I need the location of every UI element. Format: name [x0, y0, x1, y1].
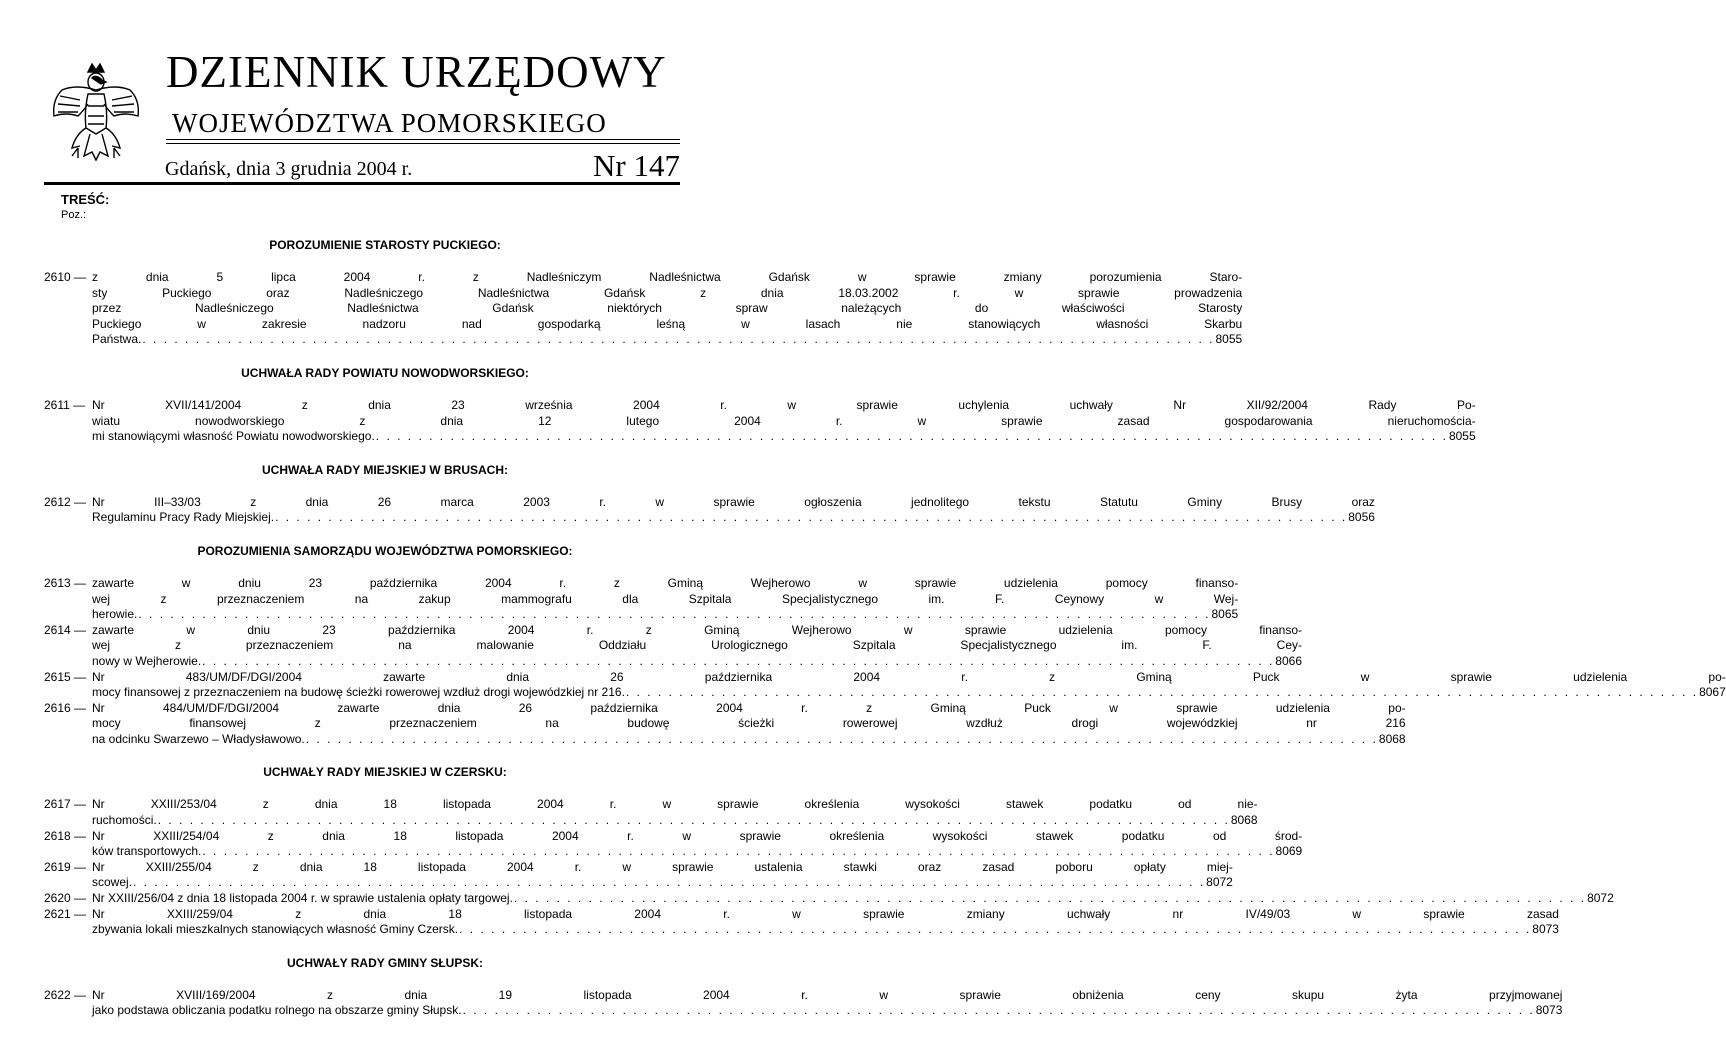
section-spacer — [44, 757, 680, 765]
entry-line: Nr 484/UM/DF/DGI/2004 zawarte dnia 26 października 2004 r. z Gminą Puck w sprawie udzielenia po- — [92, 700, 1406, 715]
entry-position-number: 2615 — — [44, 669, 87, 684]
entry-description — [92, 670, 1726, 701]
entry-line-text: herowie. — [92, 607, 138, 622]
entry-last-line — [92, 875, 1233, 891]
section-heading: UCHWAŁY RADY GMINY SŁUPSK: — [286, 955, 484, 970]
entry-line: Puckiego w zakresie nadzoru nad gospodarką leśną w lasach nie stanowiących własności Skarbu — [92, 316, 1243, 331]
entry-line: Nr 483/UM/DF/DGI/2004 zawarte dnia 26 października 2004 r. z Gminą Puck w sprawie udzielenia po- — [92, 669, 1726, 684]
entry-description — [92, 907, 1559, 938]
entry-page-number: 8067 — [1699, 685, 1726, 700]
entry-line: wiatu nowodworskiego z dnia 12 lutego 2004 r. w sprawie zasad gospodarowania nieruchomościa- — [92, 413, 1476, 428]
toc-entry[interactable] — [44, 494, 1375, 526]
entry-last-line — [92, 732, 1406, 748]
dot-leader: . . . . . . . . . . . . . . . . . . . . . . . . . . . . . . . . . . . . . . . . . . . . . . . . . . . . . . . . . . . . . . . . . . . . . . . . . . . . . . . . . . . . . . . . . . . . . . . . . . . . . — [375, 429, 1448, 444]
entry-page-number: 8065 — [1211, 607, 1239, 622]
toc-entry[interactable] — [44, 669, 1726, 701]
entry-position-number: 2610 — — [44, 270, 87, 284]
entry-description — [92, 270, 1242, 348]
entry-page-number: 8073 — [1532, 922, 1559, 937]
entry-line-text: Regulaminu Pracy Rady Miejskiej. — [92, 510, 275, 525]
entry-position-number: 2611 — — [44, 397, 86, 412]
entry-last-line — [92, 1003, 1562, 1019]
dot-leader: . . . . . . . . . . . . . . . . . . . . . . . . . . . . . . . . . . . . . . . . . . . . . . . . . . . . . . . . . . . . . . . . . . . . . . . . . . . . . . . . . . . . . . . . . . . . . . . . . . . . . — [305, 731, 1378, 746]
entry-line-text: na odcinku Swarzewo – Władysławowo. — [92, 731, 305, 746]
toc-entry[interactable] — [44, 622, 1302, 670]
entry-line: z dnia 5 lipca 2004 r. z Nadleśniczym Nadleśnictwa Gdańsk w sprawie zmiany porozumienia Staro- — [92, 270, 1243, 284]
dot-leader: . . . . . . . . . . . . . . . . . . . . . . . . . . . . . . . . . . . . . . . . . . . . . . . . . . . . . . . . . . . . . . . . . . . . . . . . . . . . . . . . . . . . . . . . . . . . . . . . . . . . . — [462, 1003, 1535, 1018]
entry-line-text: Państwa. — [92, 332, 142, 347]
dot-leader: . . . . . . . . . . . . . . . . . . . . . . . . . . . . . . . . . . . . . . . . . . . . . . . . . . . . . . . . . . . . . . . . . . . . . . . . . . . . . . . . . . . . . . . . . . . . . . . . . . . . . — [157, 813, 1230, 828]
entry-page-number: 8072 — [1587, 891, 1614, 906]
entry-page-number: 8055 — [1448, 429, 1476, 444]
entry-line-text: ków transportowych. — [92, 844, 202, 859]
entry-line: Nr XVII/141/2004 z dnia 23 września 2004 r. w sprawie uchylenia uchwały Nr XII/92/2004 Rady Po- — [92, 397, 1476, 412]
dot-leader: . . . . . . . . . . . . . . . . . . . . . . . . . . . . . . . . . . . . . . . . . . . . . . . . . . . . . . . . . . . . . . . . . . . . . . . . . . . . . . . . . . . . . . . . . . . . . . . . . . . . . — [625, 685, 1699, 700]
journal-subtitle: WOJEWÓDZTWA POMORSKIEGO — [172, 108, 607, 138]
table-of-contents — [44, 238, 1726, 1037]
toc-section — [44, 238, 1243, 348]
entry-last-line — [92, 813, 1258, 829]
entry-description — [92, 829, 1302, 860]
dot-leader: . . . . . . . . . . . . . . . . . . . . . . . . . . . . . . . . . . . . . . . . . . . . . . . . . . . . . . . . . . . . . . . . . . . . . . . . . . . . . . . . . . . . . . . . . . . . . . . . . . . . . — [142, 332, 1215, 347]
dot-leader: . . . . . . . . . . . . . . . . . . . . . . . . . . . . . . . . . . . . . . . . . . . . . . . . . . . . . . . . . . . . . . . . . . . . . . . . . . . . . . . . . . . . . . . . . . . . . . . . . . . . . — [275, 510, 1348, 525]
entry-page-number: 8073 — [1535, 1003, 1563, 1018]
section-spacer — [44, 455, 680, 463]
entry-description — [92, 891, 1614, 907]
toc-entry[interactable] — [44, 797, 1258, 828]
entry-line-text: mi stanowiącymi własność Powiatu nowodworskiego. — [92, 429, 375, 444]
toc-entry[interactable] — [44, 575, 1239, 623]
entry-page-number: 8056 — [1348, 510, 1375, 525]
entry-line-text: ruchomości. — [92, 813, 157, 828]
entry-line-text: zbywania lokali mieszkalnych stanowiących własność Gminy Czersk. — [92, 922, 459, 937]
entry-last-line — [92, 429, 1476, 445]
entry-position-number: 2616 — — [44, 700, 87, 715]
toc-entry[interactable] — [44, 270, 1243, 348]
entry-description — [92, 860, 1233, 891]
entry-last-line — [92, 891, 1614, 907]
entry-description — [92, 988, 1562, 1019]
entry-description — [92, 495, 1375, 526]
entry-description — [92, 576, 1238, 623]
dot-leader: . . . . . . . . . . . . . . . . . . . . . . . . . . . . . . . . . . . . . . . . . . . . . . . . . . . . . . . . . . . . . . . . . . . . . . . . . . . . . . . . . . . . . . . . . . . . . . . . . . . . . — [133, 875, 1206, 890]
entry-line: przez Nadleśniczego Nadleśnictwa Gdańsk niektórych spraw należących do właściwości Starosty — [92, 301, 1243, 316]
entry-page-number: 8072 — [1206, 875, 1233, 890]
section-heading: POROZUMIENIE STAROSTY PUCKIEGO: — [269, 238, 501, 252]
section-heading: POROZUMIENIA SAMORZĄDU WOJEWÓDZTWA POMORSKIEGO: — [197, 543, 573, 558]
toc-section — [44, 365, 1476, 445]
dot-leader: . . . . . . . . . . . . . . . . . . . . . . . . . . . . . . . . . . . . . . . . . . . . . . . . . . . . . . . . . . . . . . . . . . . . . . . . . . . . . . . . . . . . . . . . . . . . . . . . . . . . . — [202, 653, 1275, 668]
entry-line: Nr III–33/03 z dnia 26 marca 2003 r. w sprawie ogłoszenia jednolitego tekstu Statutu Gminy Brusy oraz — [92, 494, 1375, 509]
entry-line-text: mocy finansowej z przeznaczeniem na budowę ścieżki rowerowej wzdłuż drogi wojewódzkiej nr 216. — [92, 685, 625, 700]
toc-entry[interactable] — [44, 828, 1303, 860]
section-heading: UCHWAŁA RADY POWIATU NOWODWORSKIEGO: — [241, 365, 529, 380]
section-spacer — [44, 536, 680, 544]
entry-position-number: 2614 — — [44, 622, 87, 637]
entry-last-line — [92, 922, 1559, 938]
entry-line: Nr XXIII/254/04 z dnia 18 listopada 2004 r. w sprawie określenia wysokości stawek podatku od środ- — [92, 828, 1303, 843]
polish-eagle-emblem-icon — [48, 60, 144, 168]
entry-line: mocy finansowej z przeznaczeniem na budowę ścieżki rowerowej wzdłuż drogi wojewódzkiej nr 216 — [92, 716, 1406, 731]
entry-description — [92, 623, 1302, 670]
journal-title: DZIENNIK URZĘDOWY — [166, 47, 667, 97]
header-rule-bottom — [166, 143, 680, 144]
entry-last-line — [92, 654, 1302, 670]
entry-page-number: 8069 — [1275, 844, 1303, 859]
entry-line: Nr XXIII/253/04 z dnia 18 listopada 2004 r. w sprawie określenia wysokości stawek podatku od nie- — [92, 797, 1258, 812]
entry-line: Nr XXIII/259/04 z dnia 18 listopada 2004 r. w sprawie zmiany uchwały nr IV/49/03 w sprawie zasad — [92, 906, 1559, 921]
entry-last-line — [92, 332, 1242, 348]
dot-leader: . . . . . . . . . . . . . . . . . . . . . . . . . . . . . . . . . . . . . . . . . . . . . . . . . . . . . . . . . . . . . . . . . . . . . . . . . . . . . . . . . . . . . . . . . . . . . . . . . . . . . — [202, 844, 1275, 859]
entry-description — [92, 398, 1476, 445]
entry-last-line — [92, 510, 1375, 526]
entry-line: wej z przeznaczeniem na malowanie Oddziału Urologicznego Szpitala Specjalistycznego im. F. Cey- — [92, 638, 1302, 653]
entry-position-number: 2618 — — [44, 828, 87, 843]
toc-entry[interactable] — [44, 891, 1614, 907]
dot-leader: . . . . . . . . . . . . . . . . . . . . . . . . . . . . . . . . . . . . . . . . . . . . . . . . . . . . . . . . . . . . . . . . . . . . . . . . . . . . . . . . . . . . . . . . . . . . . . . . . . . . . — [513, 891, 1587, 906]
entry-position-number: 2613 — — [44, 575, 87, 590]
header-rule-top — [166, 139, 680, 140]
entry-page-number: 8055 — [1215, 332, 1243, 347]
dot-leader: . . . . . . . . . . . . . . . . . . . . . . . . . . . . . . . . . . . . . . . . . . . . . . . . . . . . . . . . . . . . . . . . . . . . . . . . . . . . . . . . . . . . . . . . . . . . . . . . . . . . . — [138, 607, 1211, 622]
toc-entry[interactable] — [44, 906, 1559, 938]
issue-number: Nr 147 — [593, 148, 680, 183]
toc-heading: TREŚĆ: — [61, 192, 110, 207]
toc-entry[interactable] — [44, 397, 1476, 445]
entry-position-number: 2617 — — [44, 797, 87, 812]
section-spacer — [44, 1029, 680, 1037]
entry-line: wej z przeznaczeniem na zakup mammografu dla Szpitala Specjalistycznego im. F. Ceynowy w Wej- — [92, 591, 1239, 606]
entry-description — [92, 701, 1406, 748]
toc-section — [44, 543, 1726, 748]
toc-section — [44, 462, 1375, 526]
entry-page-number: 8068 — [1230, 813, 1258, 828]
entry-position-number: 2620 — — [44, 891, 87, 906]
entry-position-number: 2619 — — [44, 859, 87, 874]
entry-last-line — [92, 685, 1726, 701]
entry-position-number: 2621 — — [44, 906, 87, 921]
entry-description — [92, 797, 1258, 828]
entry-line-text: Nr XXIII/256/04 z dnia 18 listopada 2004 r. w sprawie ustalenia opłaty targowej. — [92, 891, 513, 906]
entry-line: Nr XVIII/169/2004 z dnia 19 listopada 2004 r. w sprawie obniżenia ceny skupu żyta przyjmowanej — [92, 987, 1563, 1002]
issue-date: Gdańsk, dnia 3 grudnia 2004 r. — [165, 158, 413, 180]
entry-line: Nr XXIII/255/04 z dnia 18 listopada 2004 r. w sprawie ustalenia stawki oraz zasad poboru opłaty miej- — [92, 859, 1233, 874]
entry-page-number: 8068 — [1378, 731, 1406, 746]
entry-position-number: 2622 — — [44, 987, 87, 1002]
entry-line-text: jako podstawa obliczania podatku rolnego na obszarze gminy Słupsk. — [92, 1003, 462, 1018]
toc-poz-label: Poz.: — [61, 209, 87, 221]
entry-line: zawarte w dniu 23 października 2004 r. z Gminą Wejherowo w sprawie udzielenia pomocy finanso- — [92, 622, 1302, 637]
toc-section — [44, 955, 1563, 1019]
entry-last-line — [92, 844, 1302, 860]
toc-entry[interactable] — [44, 987, 1563, 1019]
dot-leader: . . . . . . . . . . . . . . . . . . . . . . . . . . . . . . . . . . . . . . . . . . . . . . . . . . . . . . . . . . . . . . . . . . . . . . . . . . . . . . . . . . . . . . . . . . . . . . . . . . . . . — [459, 922, 1532, 937]
entry-page-number: 8066 — [1275, 653, 1302, 668]
section-heading: UCHWAŁA RADY MIEJSKIEJ W BRUSACH: — [261, 462, 508, 477]
toc-entry[interactable] — [44, 700, 1406, 748]
entry-last-line — [92, 607, 1238, 623]
entry-line-text: scowej. — [92, 875, 133, 890]
entry-line-text: nowy w Wejherowie. — [92, 653, 202, 668]
section-spacer — [44, 948, 680, 956]
toc-section — [44, 765, 1614, 937]
header-divider — [44, 182, 680, 185]
entry-position-number: 2612 — — [44, 494, 87, 509]
section-spacer — [44, 358, 680, 366]
toc-entry[interactable] — [44, 859, 1233, 891]
entry-line: zawarte w dniu 23 października 2004 r. z Gminą Wejherowo w sprawie udzielenia pomocy finanso- — [92, 575, 1239, 590]
section-heading: UCHWAŁY RADY MIEJSKIEJ W CZERSKU: — [263, 765, 507, 780]
entry-line: sty Puckiego oraz Nadleśniczego Nadleśnictwa Gdańsk z dnia 18.03.2002 r. w sprawie prowadzenia — [92, 285, 1243, 300]
